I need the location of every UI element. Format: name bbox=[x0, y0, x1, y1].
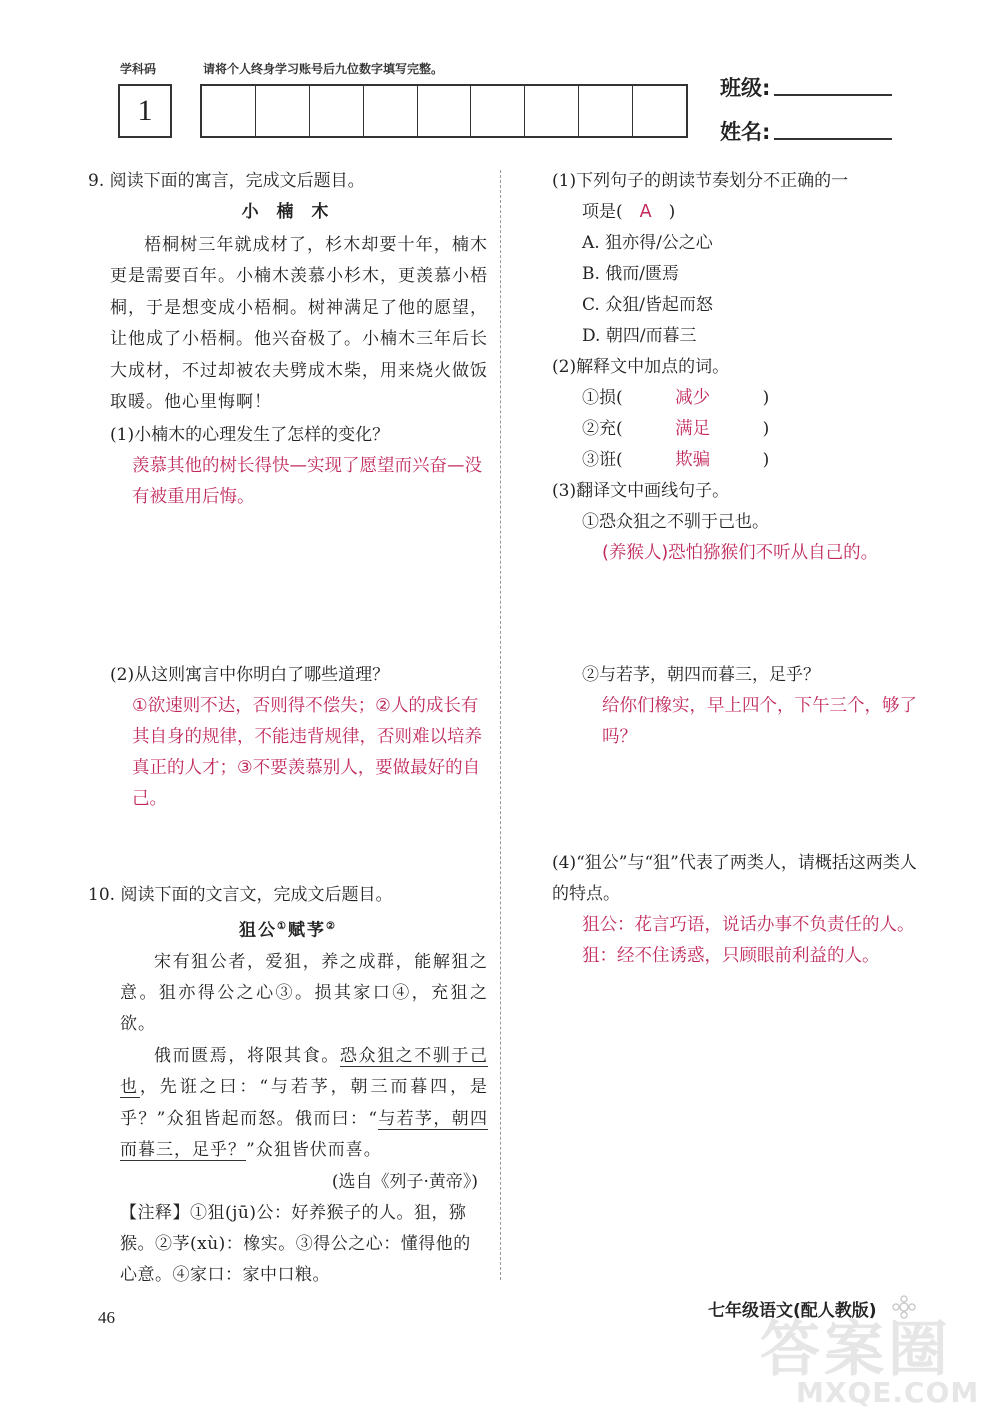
q10-title bbox=[88, 911, 488, 947]
word-3 bbox=[552, 445, 922, 476]
watermark-logo: 答案圈 bbox=[760, 1315, 952, 1385]
r2-question: (2)解释文中加点的词。 bbox=[552, 357, 730, 377]
q9-sub1-question: (1)小楠木的心理发生了怎样的变化？ bbox=[110, 425, 390, 446]
q9-sub2 bbox=[110, 660, 490, 815]
q10-title-part1: 狙公 bbox=[239, 920, 278, 941]
q9-sub1-answer: 羡慕其他的树长得快—实现了愿望而兴奋—没有被重用后悔。 bbox=[132, 456, 482, 508]
digit-cell[interactable] bbox=[256, 86, 310, 136]
subject-code-label: 学科码 bbox=[120, 62, 157, 76]
q10-underlined-sentence-1: 恐众狙之不驯于己也 bbox=[120, 1045, 489, 1098]
digit-cell[interactable] bbox=[310, 86, 364, 136]
r4-question: (4)“狙公”与“狙”代表了两类人，请概括这两类人的特点。 bbox=[552, 853, 917, 904]
r1-answer: A bbox=[639, 202, 652, 222]
option-d: D. 朝四/而暮三 bbox=[582, 326, 697, 346]
word-2-answer: 满足 bbox=[675, 419, 711, 439]
subject-code-box: 1 bbox=[118, 84, 172, 138]
word-2-close: ) bbox=[762, 419, 770, 439]
q9-prompt: 9. 阅读下面的寓言，完成文后题目。 bbox=[88, 171, 365, 191]
r1-question-line1: (1)下列句子的朗读节奏划分不正确的一 bbox=[552, 171, 849, 191]
word-2-label: ②充( bbox=[582, 419, 623, 439]
sentence-1: ①恐众狙之不驯于己也。 bbox=[582, 512, 769, 532]
question-9 bbox=[88, 166, 488, 513]
q10-notes: 【注释】①狙(jū)公：好养猴子的人。狙，猕猴。②芧(xù)：橡实。③得公之心：懂得他的心意。④家口：家中口粮。 bbox=[120, 1202, 471, 1285]
column-divider bbox=[500, 170, 501, 1280]
sentence-2-answer: 给你们橡实，早上四个，下午三个，够了吗？ bbox=[602, 696, 917, 747]
q10-paragraph-1: 宋有狙公者，爱狙，养之成群，能解狙之意。狙亦得公之心③。损其家口④，充狙之欲。 bbox=[120, 951, 488, 1035]
r4-answer: 狙公：花言巧语，说话办事不负责任的人。狙：经不住诱惑，只顾眼前利益的人。 bbox=[582, 915, 915, 966]
q10-p2-text-a: 俄而匮焉，将限其食。 bbox=[154, 1045, 340, 1066]
word-1 bbox=[552, 383, 922, 414]
q10-title-note1: ① bbox=[277, 921, 288, 932]
option-c: C. 众狙/皆起而怒 bbox=[582, 295, 713, 315]
name-label: 姓名: bbox=[720, 120, 771, 144]
word-1-answer: 减少 bbox=[675, 388, 711, 408]
class-label: 班级: bbox=[720, 76, 771, 100]
word-1-label: ①损( bbox=[582, 388, 623, 408]
digit-cell[interactable] bbox=[364, 86, 418, 136]
r3-question: (3)翻译文中画线句子。 bbox=[552, 481, 730, 501]
q9-sub2-answer: ①欲速则不达，否则得不偿失；②人的成长有其自身的规律，不能违背规律，否则难以培养真正的人才；③不要羡慕别人，要做最好的自己。 bbox=[132, 696, 482, 809]
option-a: A. 狙亦得/公之心 bbox=[582, 233, 713, 253]
word-3-answer: 欺骗 bbox=[675, 450, 711, 470]
r1-question-suffix: ) bbox=[668, 202, 676, 222]
digit-cell[interactable] bbox=[471, 86, 525, 136]
account-instruction: 请将个人终身学习账号后九位数字填写完整。 bbox=[203, 62, 444, 76]
digit-cell[interactable] bbox=[418, 86, 472, 136]
option-b: B. 俄而/匮焉 bbox=[582, 264, 680, 284]
q10-prompt: 10. 阅读下面的文言文，完成文后题目。 bbox=[88, 885, 393, 905]
q10-title-note2: ② bbox=[326, 921, 337, 932]
word-3-close: ) bbox=[762, 450, 770, 470]
word-2 bbox=[552, 414, 922, 445]
q9-title: 小 楠 木 bbox=[241, 202, 335, 222]
r4-block bbox=[552, 848, 922, 972]
watermark-url: MXQE.COM bbox=[796, 1376, 980, 1409]
q10-underlined-sentence-2: 与若芧，朝四而暮三，足乎？ bbox=[120, 1108, 488, 1161]
class-field[interactable] bbox=[774, 94, 892, 96]
sentence-1-answer: (养猴人)恐怕猕猴们不听从自己的。 bbox=[602, 543, 879, 563]
digit-cell[interactable] bbox=[525, 86, 579, 136]
digit-cell[interactable] bbox=[579, 86, 633, 136]
q10-title-part2: 赋芧 bbox=[288, 920, 326, 941]
page-number: 46 bbox=[98, 1308, 115, 1327]
book-title: 七年级语文(配人教版) bbox=[708, 1301, 877, 1321]
sentence-2: ②与若芧，朝四而暮三，足乎？ bbox=[582, 665, 820, 685]
q10-paragraph-2 bbox=[88, 1041, 488, 1167]
q9-sub2-question: (2)从这则寓言中你明白了哪些道理？ bbox=[110, 665, 390, 685]
sentence-2-block bbox=[582, 660, 922, 753]
q10-right-column bbox=[552, 166, 922, 569]
r1-question-prefix: 项是( bbox=[582, 202, 623, 222]
question-10 bbox=[88, 880, 488, 1291]
digit-cell[interactable] bbox=[633, 86, 686, 136]
word-3-label: ③诳( bbox=[582, 450, 623, 470]
r1-question-line2 bbox=[552, 197, 922, 228]
account-digit-boxes[interactable] bbox=[200, 84, 688, 138]
digit-cell[interactable] bbox=[202, 86, 256, 136]
word-1-close: ) bbox=[762, 388, 770, 408]
q9-passage: 梧桐树三年就成材了，杉木却要十年，楠木更是需要百年。小楠木羡慕小杉木，更羡慕小梧桐，于是想变成小梧桐。树神满足了他的愿望，让他成了小梧桐。他兴奋极了。小楠木三年后长大成材，不过却被农夫劈成木柴，用来烧火做饭取暖。他心里悔啊！ bbox=[110, 235, 488, 413]
q10-source: (选自《列子·黄帝》) bbox=[331, 1171, 478, 1192]
name-field[interactable] bbox=[774, 138, 892, 140]
q10-p2-text-c: ”众狙皆伏而喜。 bbox=[246, 1140, 382, 1161]
q10-p2-text-b: ，先诳之曰：“与若芧，朝三而暮四，是乎？”众狙皆起而怒。俄而曰：“ bbox=[120, 1077, 488, 1129]
